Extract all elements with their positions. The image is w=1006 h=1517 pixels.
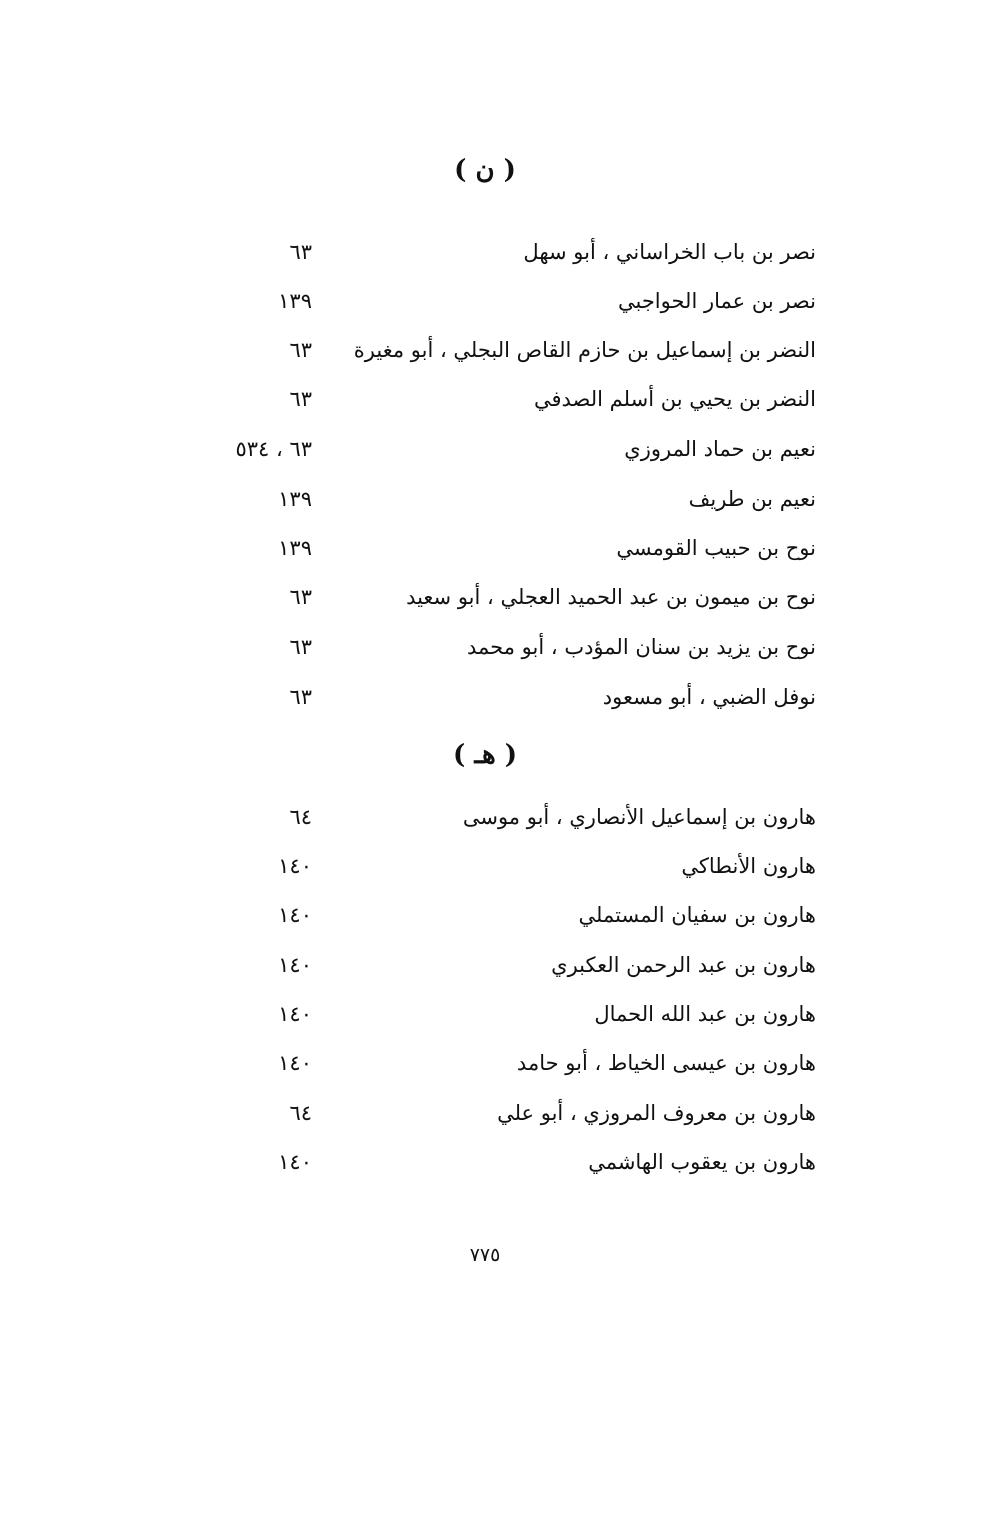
index-entry bbox=[0, 797, 1006, 837]
section-heading-ha: ( هـ ) bbox=[452, 740, 518, 770]
entry-name: نوح بن حبيب القومسي bbox=[616, 536, 816, 560]
entry-name: هارون الأنطاكي bbox=[681, 854, 816, 878]
index-entry bbox=[0, 232, 1006, 272]
index-entry bbox=[0, 895, 1006, 935]
entry-name: نعيم بن حماد المروزي bbox=[624, 437, 816, 461]
entry-name: هارون بن عيسى الخياط ، أبو حامد bbox=[516, 1051, 816, 1075]
entry-name: هارون بن معروف المروزي ، أبو علي bbox=[497, 1101, 816, 1125]
entry-pages: ١٤٠ bbox=[278, 1150, 312, 1174]
index-entry bbox=[0, 994, 1006, 1034]
index-entry bbox=[0, 281, 1006, 321]
entry-name: هارون بن يعقوب الهاشمي bbox=[588, 1150, 816, 1174]
page-number: ٧٧٥ bbox=[469, 1244, 501, 1266]
entry-pages: ٦٣ bbox=[289, 338, 312, 362]
index-entry bbox=[0, 528, 1006, 568]
entry-pages: ٦٣ bbox=[289, 585, 312, 609]
entry-pages: ٦٤ bbox=[289, 1101, 312, 1125]
entry-name: نوح بن ميمون بن عبد الحميد العجلي ، أبو سعيد bbox=[406, 585, 816, 609]
index-entry bbox=[0, 846, 1006, 886]
index-entry bbox=[0, 330, 1006, 370]
index-entry bbox=[0, 945, 1006, 985]
entry-name: النضر بن يحيي بن أسلم الصدفي bbox=[533, 387, 816, 411]
entry-pages: ١٤٠ bbox=[278, 903, 312, 927]
entry-name: نصر بن باب الخراساني ، أبو سهل bbox=[523, 240, 816, 264]
entry-pages: ٦٣ bbox=[289, 635, 312, 659]
entry-pages: ١٣٩ bbox=[278, 487, 312, 511]
index-entry bbox=[0, 429, 1006, 469]
index-entry bbox=[0, 1142, 1006, 1182]
entry-name: نوفل الضبي ، أبو مسعود bbox=[602, 685, 816, 709]
entry-pages: ٦٣ ، ٥٣٤ bbox=[235, 437, 312, 461]
index-entry bbox=[0, 479, 1006, 519]
index-entry bbox=[0, 627, 1006, 667]
index-entry bbox=[0, 1093, 1006, 1133]
entry-pages: ١٣٩ bbox=[278, 536, 312, 560]
section-heading-nun: ( ن ) bbox=[454, 155, 516, 185]
entry-pages: ٦٣ bbox=[289, 240, 312, 264]
entry-pages: ٦٤ bbox=[289, 805, 312, 829]
entry-pages: ٦٣ bbox=[289, 387, 312, 411]
entry-pages: ١٤٠ bbox=[278, 1051, 312, 1075]
index-entry bbox=[0, 1043, 1006, 1083]
entry-pages: ١٣٩ bbox=[278, 289, 312, 313]
entry-name: النضر بن إسماعيل بن حازم القاص البجلي ، أبو مغيرة bbox=[353, 338, 816, 362]
entry-name: هارون بن إسماعيل الأنصاري ، أبو موسى bbox=[462, 805, 816, 829]
entry-name: نوح بن يزيد بن سنان المؤدب ، أبو محمد bbox=[467, 635, 816, 659]
entry-name: هارون بن سفيان المستملي bbox=[578, 903, 816, 927]
entry-name: نصر بن عمار الحواجبي bbox=[617, 289, 816, 313]
entry-pages: ١٤٠ bbox=[278, 854, 312, 878]
entry-name: هارون بن عبد الرحمن العكبري bbox=[551, 953, 816, 977]
entry-pages: ١٤٠ bbox=[278, 1002, 312, 1026]
index-entry bbox=[0, 379, 1006, 419]
index-entry bbox=[0, 577, 1006, 617]
entry-name: هارون بن عبد الله الحمال bbox=[594, 1002, 816, 1026]
index-entry bbox=[0, 677, 1006, 717]
entry-pages: ٦٣ bbox=[289, 685, 312, 709]
entry-name: نعيم بن طريف bbox=[688, 487, 816, 511]
entry-pages: ١٤٠ bbox=[278, 953, 312, 977]
